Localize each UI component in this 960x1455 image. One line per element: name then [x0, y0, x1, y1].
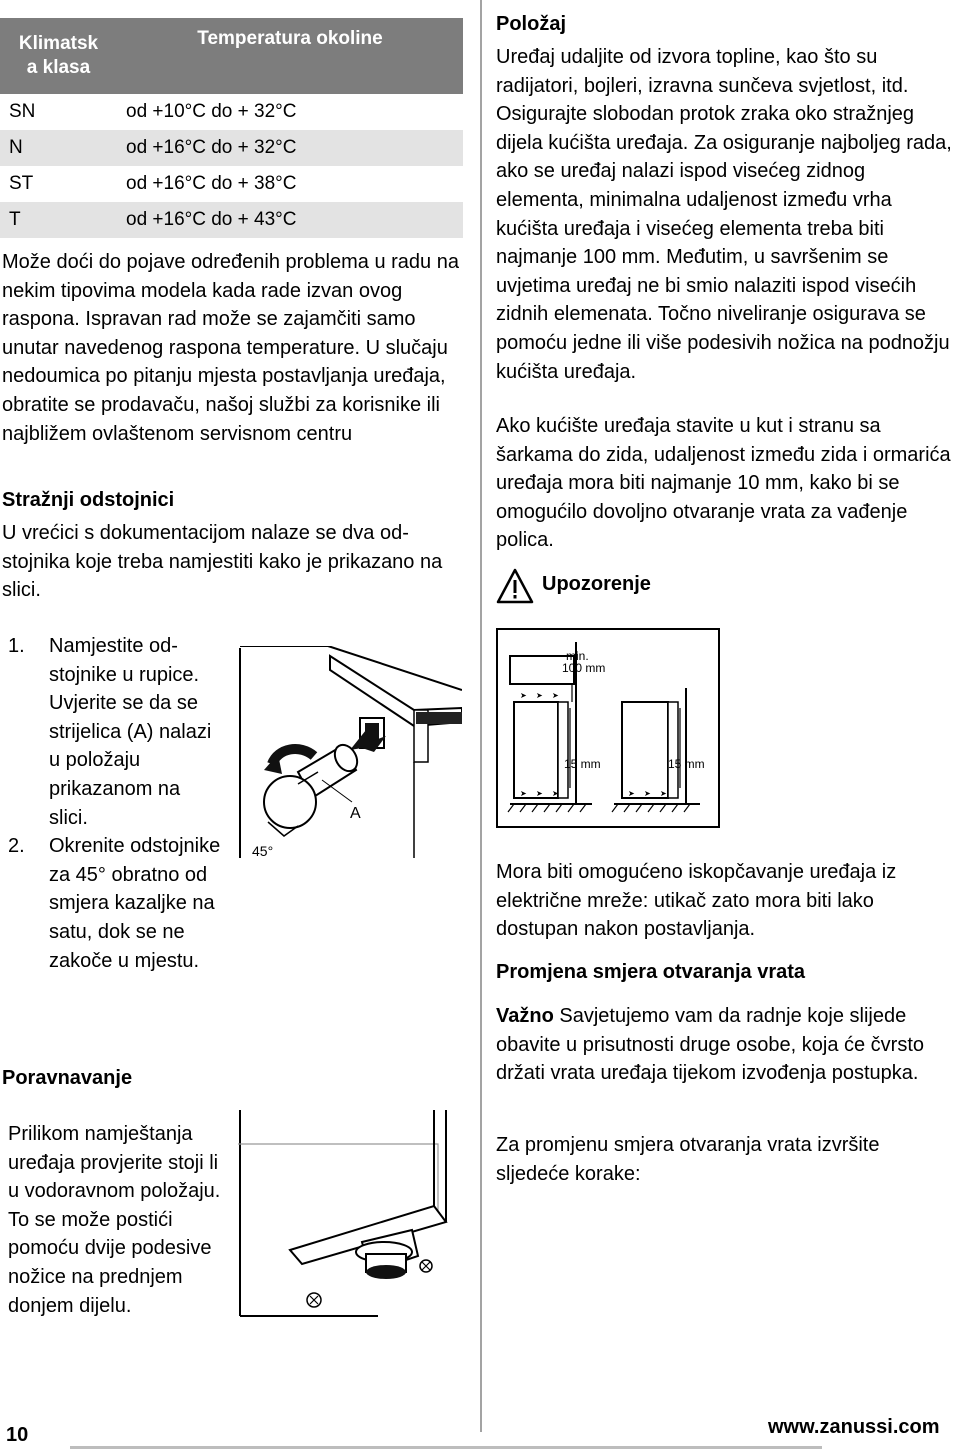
- page-number: 10: [6, 1424, 29, 1446]
- important-text: Savjetujemo vam da radnje koje slijede obavite u prisutnosti druge osobe, koja će čvrsto držati vrata uređaja tijekom izvođenja postupka.: [496, 1005, 925, 1085]
- table-cell-range: od +10°C do + 32°C: [126, 101, 297, 122]
- corner-position-paragraph: Ako kućište uređaja stavite u kut i stranu sa šarkama do zida, udaljenost između zida i ormarića uređaja mora biti najmanje 10 mm, kako bi se omogućilo dovoljno otvaranje vrata za vađenje polica.: [496, 415, 951, 552]
- svg-text:➤: ➤: [628, 789, 635, 798]
- svg-text:➤: ➤: [644, 789, 651, 798]
- step-number: 1.: [8, 635, 25, 657]
- warning-block: [496, 566, 796, 606]
- position-paragraph: Uređaj udaljite od izvora topline, kao što su radijatori, bojleri, izravna sunčeva svjetlost, itd. Osigurajte slobodan protok zraka oko stražnjeg dijela kućišta uređaja. Za osiguranje najboljeg rada, ako se uređaj nalazi ispod visećeg zidnog elementa, minimalna udaljenost između vrha kućišta uređaja i visećeg elementa treba biti najmanje 100 mm. Međutim, u savršenim se uvjetima uređaj ne bi smio nalaziti ispod visećih zidnih elemenata. Točno niveliranje osigurava se pomoću jedne ili više podesivih nožica na podnožju kućišta uređaja.: [496, 46, 952, 383]
- table-cell-class: N: [0, 130, 117, 166]
- column-divider: [480, 0, 482, 1432]
- svg-text:➤: ➤: [660, 789, 667, 798]
- step-number: 2.: [8, 835, 25, 858]
- rear-spacers-paragraph: U vrećici s dokumentacijom nalaze se dva odstojnika koje treba namjestiti kako je prikazano na slici.: [2, 522, 443, 602]
- important-paragraph: [496, 1002, 956, 1088]
- table-cell-class: SN: [9, 101, 36, 122]
- door-reversal-heading: Promjena smjera otvaranja vrata: [496, 961, 806, 983]
- svg-text:➤: ➤: [520, 789, 527, 798]
- rear-spacers-heading: Stražnji odstojnici: [2, 489, 175, 511]
- svg-text:➤: ➤: [552, 789, 559, 798]
- climate-class-table: [0, 18, 463, 238]
- label-angle: 45°: [252, 843, 274, 858]
- step-text: Okrenite odstojnike za 45° obratno od smjera kazaljke na satu, dok se ne zakoče u mjestu.: [49, 835, 221, 972]
- warning-label: Upozorenje: [542, 573, 651, 595]
- label-a: A: [350, 805, 361, 822]
- spacer-steps-list: [0, 632, 222, 975]
- clearance-illustration: [496, 628, 720, 828]
- table-cell-range: od +16°C do + 32°C: [117, 130, 463, 166]
- table-row: [0, 202, 463, 238]
- svg-text:➤: ➤: [520, 691, 527, 700]
- table-cell-class: T: [0, 202, 117, 238]
- table-row: [0, 130, 463, 166]
- spacer-illustration: [238, 646, 462, 858]
- table-cell-class: ST: [9, 173, 34, 194]
- power-access-paragraph: Mora biti omogućeno iskopčavanje uređaja iz električne mreže: utikač zato mora biti lako dostupan nakon postavljanja.: [496, 861, 897, 941]
- leveling-heading: Poravnavanje: [2, 1067, 133, 1089]
- header-ambient-temperature: Temperatura okoline: [117, 18, 463, 94]
- position-heading: Položaj: [496, 13, 567, 35]
- step-text: Namjestite odstojnike u rupice. Uvjerite se da se strijelica (A) nalazi u položaju prikazanom na slici.: [49, 635, 212, 829]
- warning-icon: [496, 568, 534, 604]
- table-cell-range: od +16°C do + 43°C: [117, 202, 463, 238]
- leveling-paragraph: Prilikom namještanja uređaja provjerite stoji li u vodoravnom položaju. To se može postići pomoću dvije podesive nožice na prednjem donjem dijelu.: [8, 1123, 221, 1317]
- important-label: Važno: [496, 1005, 554, 1027]
- table-header-row: [0, 18, 463, 94]
- footer-rule: [70, 1446, 822, 1449]
- leveling-foot-illustration: [238, 1110, 462, 1332]
- list-item: [0, 632, 222, 832]
- table-row: [0, 166, 463, 202]
- label-min: min.: [566, 649, 589, 663]
- table-row: [0, 94, 463, 130]
- header-climate-class: Klimatsk a klasa: [0, 18, 117, 94]
- door-steps-intro: Za promjenu smjera otvaranja vrata izvršite sljedeće korake:: [496, 1134, 880, 1185]
- label-100mm: 100 mm: [562, 661, 606, 675]
- list-item: [0, 832, 222, 975]
- table-cell-range: od +16°C do + 38°C: [126, 173, 297, 194]
- label-gap-left: 15 mm: [564, 757, 601, 771]
- svg-text:➤: ➤: [536, 789, 543, 798]
- website-link[interactable]: www.zanussi.com: [768, 1416, 940, 1438]
- svg-text:➤: ➤: [536, 691, 543, 700]
- svg-text:➤: ➤: [552, 691, 559, 700]
- label-gap-right: 15 mm: [668, 757, 705, 771]
- range-warning-paragraph: Može doći do pojave određenih problema u radu na nekim tipovima modela kada rade izvan ovog raspona. Ispravan rad može se zajamčiti samo unutar navedenog raspona temperature. U slučaju nedoumica po pitanju mjesta postavljanja uređaja, obratite se prodavaču, našoj službi za korisnike ili najbližem ovlaštenom servisnom centru: [2, 251, 459, 445]
